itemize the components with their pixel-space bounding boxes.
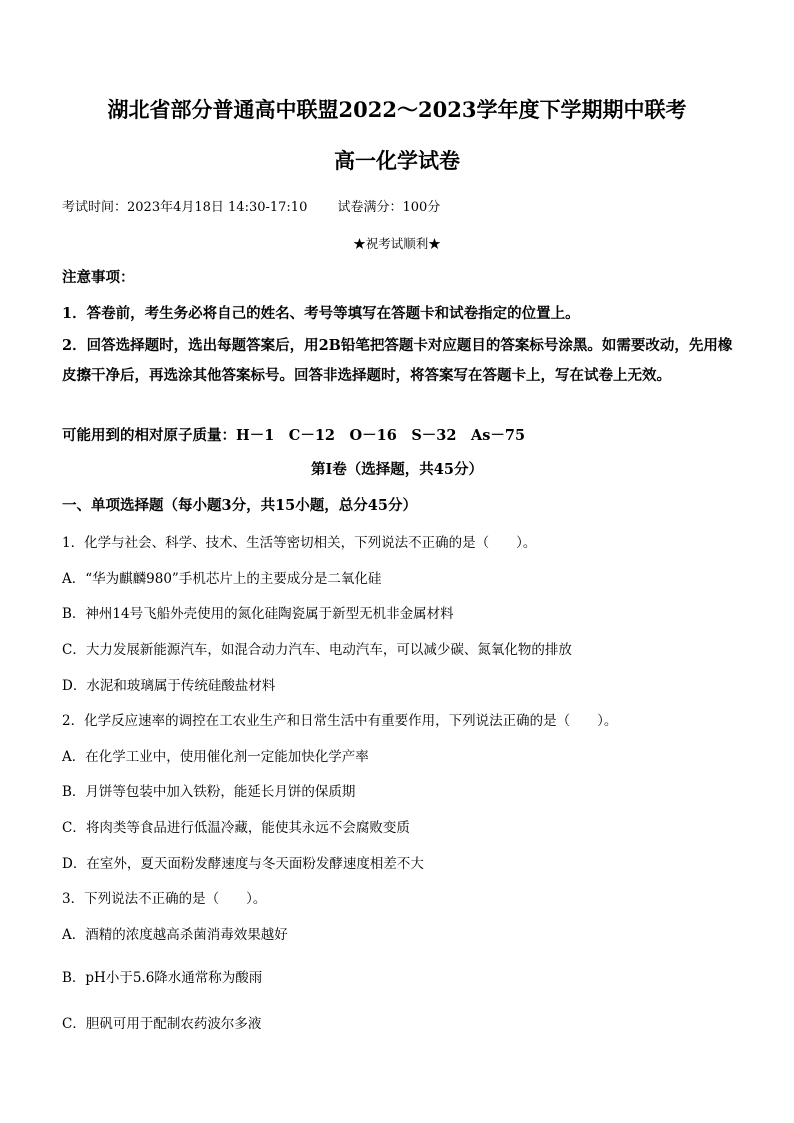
question-1-option-a: A．“华为麒麟980”手机芯片上的主要成分是二氧化硅 — [62, 571, 382, 587]
question-2-option-c: C．将肉类等食品进行低温冷藏，能使其永远不会腐败变质 — [62, 820, 410, 836]
part-heading: 第Ⅰ卷（选择题，共45分） — [311, 461, 483, 478]
question-2-option-a: A．在化学工业中，使用催化剂一定能加快化学产率 — [62, 749, 369, 765]
note-1: 1．答卷前，考生务必将自己的姓名、考号等填写在答题卡和试卷指定的位置上。 — [62, 305, 580, 322]
document-subtitle: 高一化学试卷 — [334, 148, 460, 173]
section-heading: 一、单项选择题（每小题3分，共15小题，总分45分） — [62, 497, 417, 514]
question-1-option-c: C．大力发展新能源汽车，如混合动力汽车、电动汽车，可以减少碳、氮氧化物的排放 — [62, 642, 572, 658]
wish-line: ★祝考试顺利★ — [353, 236, 441, 251]
question-1-option-b: B．神州14号飞船外壳使用的氮化硅陶瓷属于新型无机非金属材料 — [62, 606, 454, 622]
notes-heading: 注意事项： — [62, 269, 135, 286]
question-2-stem: 2．化学反应速率的调控在工农业生产和日常生活中有重要作用，下列说法正确的是（ ）。 — [62, 713, 618, 729]
question-2-option-b: B．月饼等包装中加入铁粉，能延长月饼的保质期 — [62, 784, 356, 800]
question-1-stem: 1．化学与社会、科学、技术、生活等密切相关，下列说法不正确的是（ ）。 — [62, 535, 537, 551]
atomic-mass: 可能用到的相对原子质量：H－1 C－12 O－16 S－32 As－75 — [62, 427, 526, 444]
note-2: 2．回答选择题时，选出每题答案后，用2B铅笔把答题卡对应题目的答案标号涂黑。如需要改动，先用橡皮擦干净后，再选涂其他答案标号。回答非选择题时，将答案写在答题卡上，写在试卷上无效。 — [62, 337, 733, 384]
exam-info: 考试时间：2023年4月18日 14:30-17:10 试卷满分：100分 — [62, 200, 441, 215]
question-2-option-d: D．在室外，夏天面粉发酵速度与冬天面粉发酵速度相差不大 — [62, 856, 424, 872]
question-1-option-d: D．水泥和玻璃属于传统硅酸盐材料 — [62, 678, 276, 694]
document-title: 湖北省部分普通高中联盟2022～2023学年度下学期期中联考 — [107, 97, 687, 122]
question-3-option-a: A．酒精的浓度越高杀菌消毒效果越好 — [62, 927, 288, 943]
question-3-option-b: B．pH小于5.6降水通常称为酸雨 — [62, 970, 263, 986]
question-3-stem: 3．下列说法不正确的是（ ）。 — [62, 891, 267, 907]
question-3-option-c: C．胆矾可用于配制农药波尔多液 — [62, 1016, 262, 1032]
